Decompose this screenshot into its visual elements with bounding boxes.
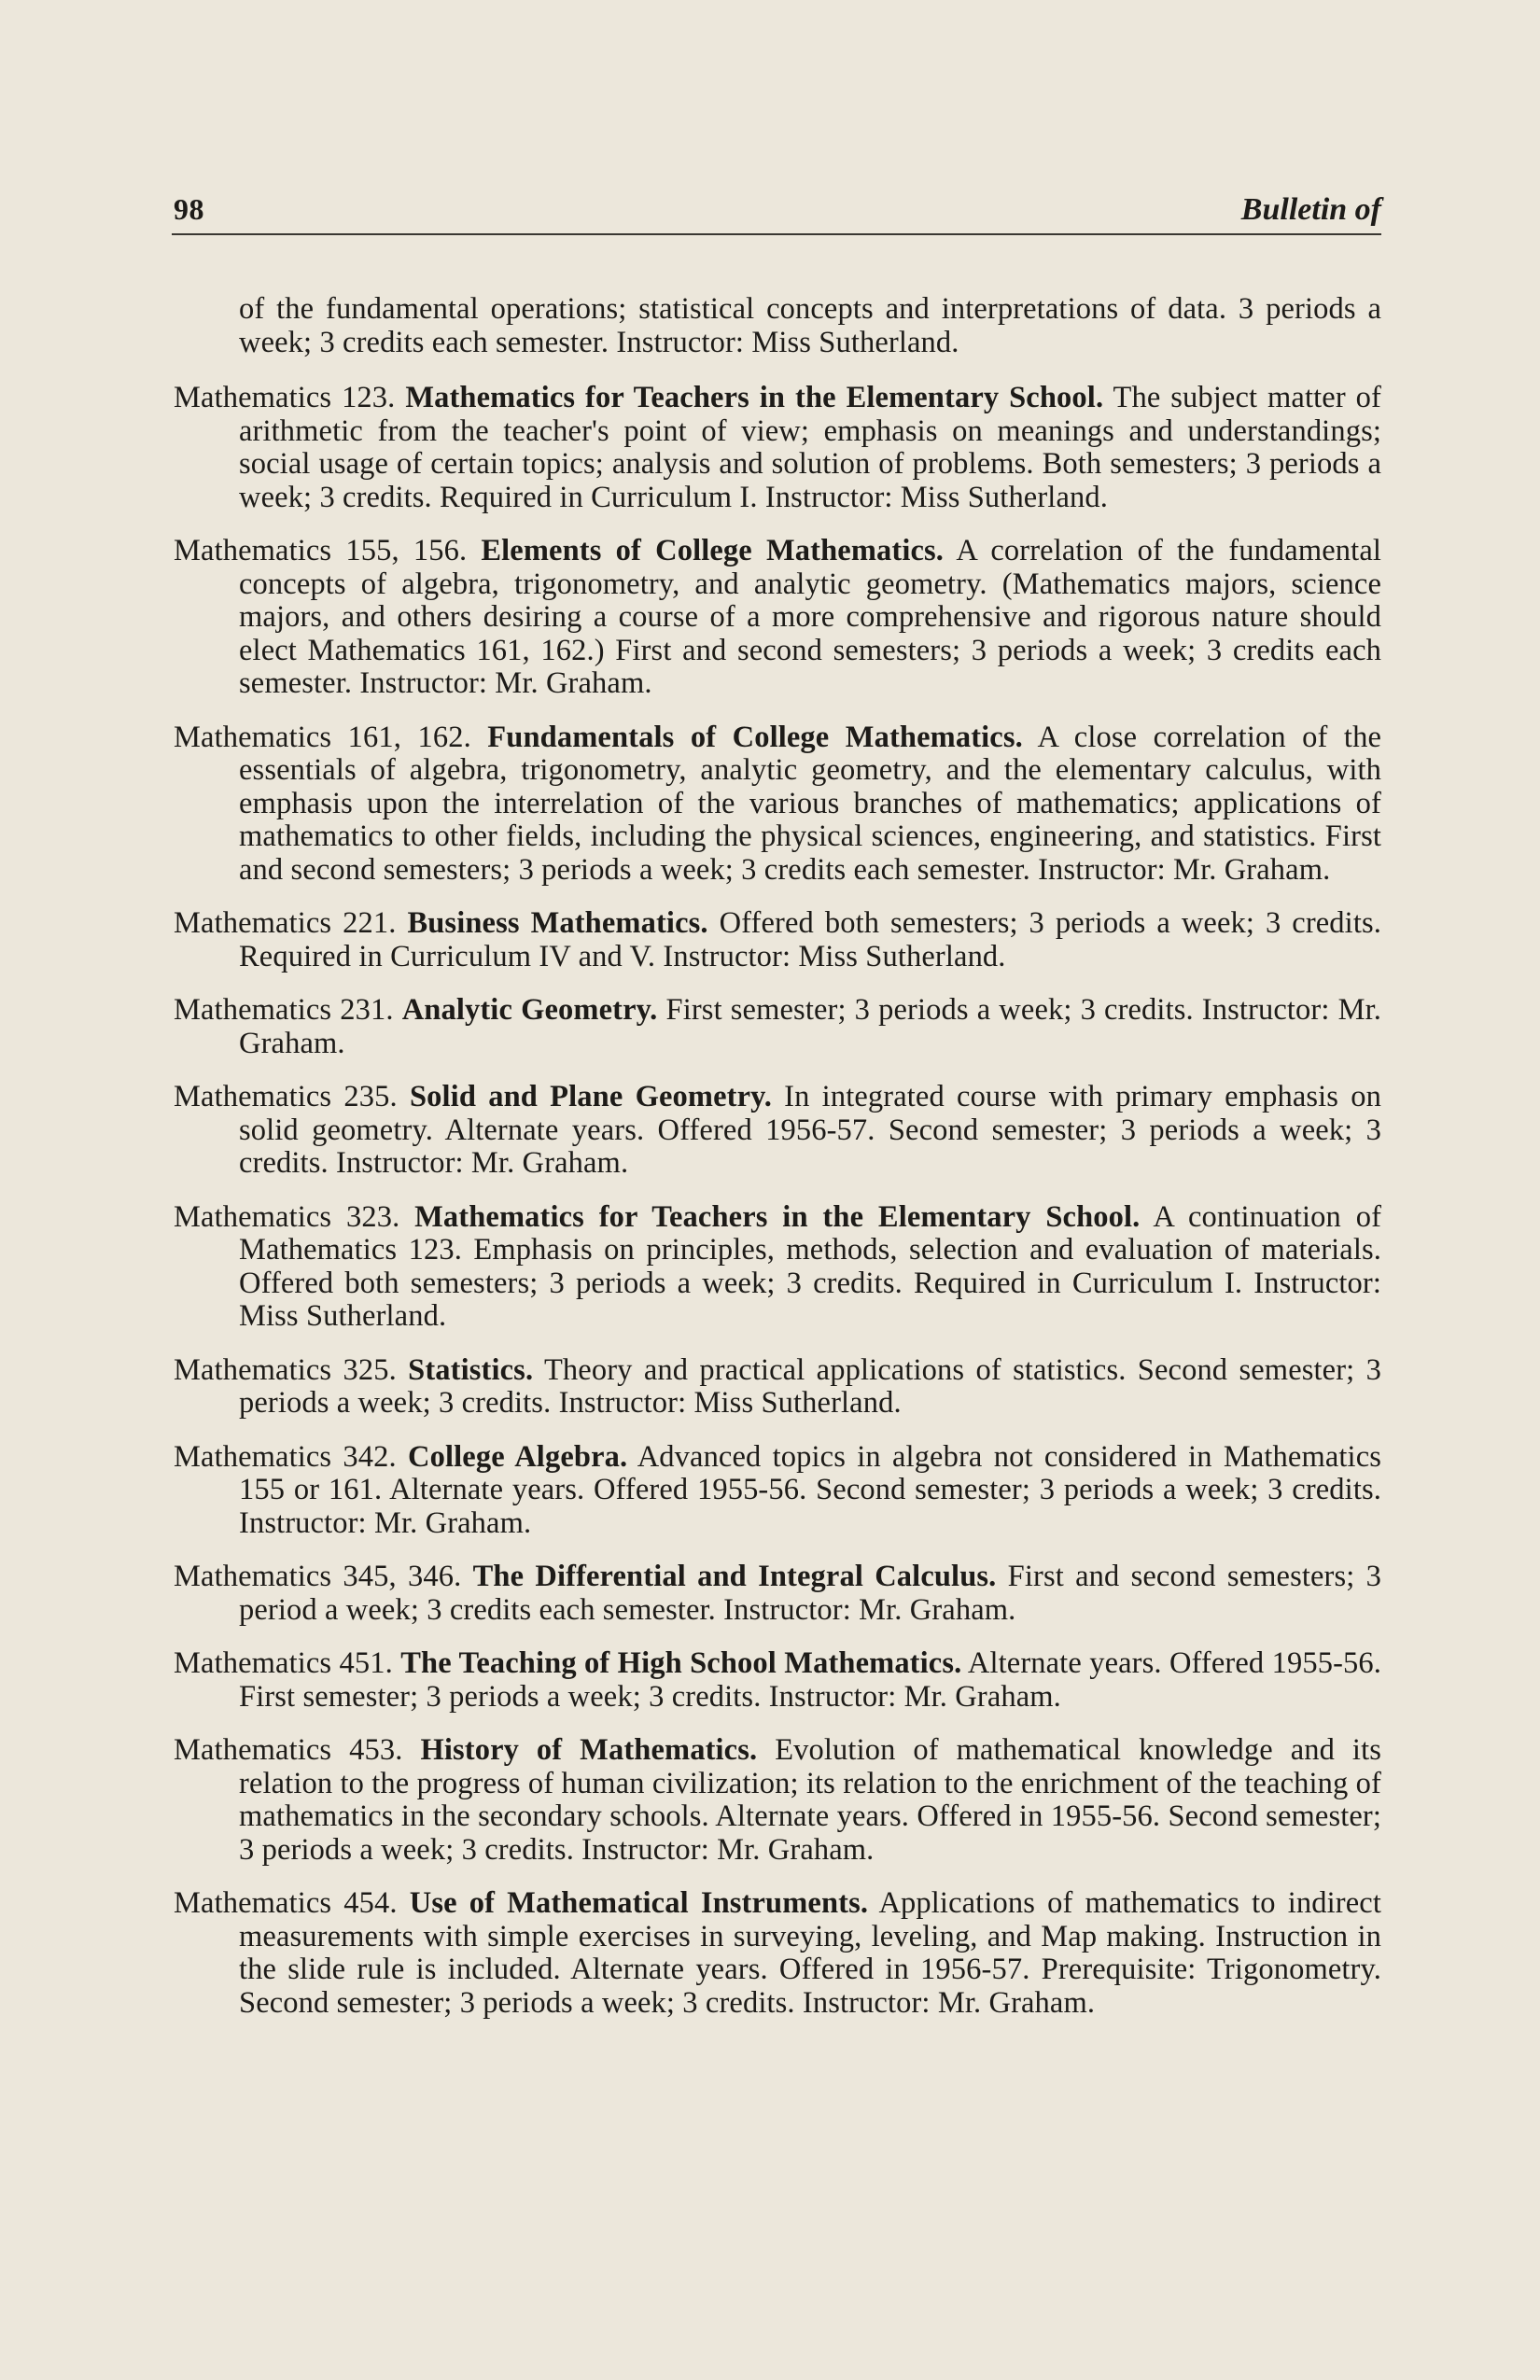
- course-list: [174, 293, 1381, 2040]
- course-description: A correlation of the fundamental concepts of algebra, trigonometry, and analytic geometry. (Mathematics majors, science majors, and others desiring a course of a more comprehensive and rigorous nature should elect Mathematics 161, 162.) First and second semesters; 3 periods a week; 3 credits each semester. Instructor: Mr. Graham.: [239, 534, 1382, 700]
- header-rule: [172, 233, 1381, 235]
- course-description: Advanced topics in algebra not considered in Mathematics 155 or 161. Alternate years. Offered 1955-56. Second semester; 3 periods a week; 3 credits. Instructor: Mr. Graham.: [239, 1439, 1382, 1540]
- course-entry-math-161-162: [174, 721, 1381, 888]
- course-title: College Algebra.: [408, 1439, 628, 1474]
- course-description: Theory and practical applications of statistics. Second semester; 3 periods a week; 3 credits. Instructor: Miss Sutherland.: [239, 1352, 1381, 1420]
- course-description: In integrated course with primary emphasis on solid geometry. Alternate years. Offered 1956-57. Second semester; 3 periods a week; 3 credits. Instructor: Mr. Graham.: [239, 1080, 1381, 1180]
- continued-description: of the fundamental operations; statistical concepts and interpretations of data. 3 periods a week; 3 credits each semester. Instructor: Miss Sutherland.: [239, 292, 1381, 359]
- course-entry-math-451: [174, 1647, 1381, 1714]
- course-entry-math-345-346: [174, 1561, 1381, 1627]
- course-number: Mathematics 161, 162.: [174, 720, 471, 754]
- course-title: Use of Mathematical Instruments.: [409, 1886, 869, 1920]
- course-number: Mathematics 345, 346.: [174, 1560, 462, 1593]
- course-number: Mathematics 221.: [174, 906, 397, 940]
- course-title: Business Mathematics.: [407, 906, 708, 940]
- course-number: Mathematics 342.: [174, 1439, 397, 1474]
- course-number: Mathematics 325.: [174, 1352, 397, 1387]
- course-entry-math-323: [174, 1201, 1381, 1334]
- course-description: A continuation of Mathematics 123. Emphasis on principles, methods, selection and evaluation of materials. Offered both semesters; 3 periods a week; 3 credits. Required in Curriculum I. Instructor: Miss Sutherland.: [239, 1199, 1382, 1333]
- course-title: The Teaching of High School Mathematics.: [400, 1646, 962, 1680]
- course-title: Fundamentals of College Mathematics.: [487, 720, 1023, 754]
- course-number: Mathematics 235.: [174, 1080, 398, 1113]
- course-number: Mathematics 323.: [174, 1199, 400, 1234]
- course-number: Mathematics 231.: [174, 993, 394, 1027]
- course-entry-math-231: [174, 994, 1381, 1060]
- course-entry-math-454: [174, 1887, 1381, 2020]
- course-title: Mathematics for Teachers in the Elementary School.: [414, 1199, 1141, 1234]
- course-description: The subject matter of arithmetic from the teacher's point of view; emphasis on meanings and understandings; social usage of certain topics; analysis and solution of problems. Both semesters; 3 periods a week; 3 credits. Required in Curriculum I. Instructor: Miss Sutherland.: [239, 381, 1381, 514]
- course-description: A close correlation of the essentials of algebra, trigonometry, analytic geometry, and the elementary calculus, with emphasis upon the interrelation of the various branches of mathematics; applications of mathematics to other fields, including the physical sciences, engineering, and statistics. First and second semesters; 3 periods a week; 3 credits each semester. Instructor: Mr. Graham.: [239, 720, 1382, 887]
- page-header: [174, 192, 1381, 230]
- course-entry-math-325: [174, 1354, 1381, 1421]
- course-description: Evolution of mathematical knowledge and its relation to the progress of human civilization; its relation to the enrichment of the teaching of mathematics in the secondary schools. Alternate years. Offered in 1955-56. Second semester; 3 periods a week; 3 credits. Instructor: Mr. Graham.: [239, 1733, 1381, 1867]
- course-description: Alternate years. Offered 1955-56. First semester; 3 periods a week; 3 credits. Instructor: Mr. Graham.: [239, 1646, 1381, 1714]
- course-entry-math-155-156: [174, 535, 1381, 701]
- course-title: History of Mathematics.: [420, 1733, 758, 1767]
- course-number: Mathematics 155, 156.: [174, 534, 468, 567]
- course-description: Offered both semesters; 3 periods a week; 3 credits. Required in Curriculum IV and V. Instructor: Miss Sutherland.: [239, 906, 1381, 973]
- course-title: The Differential and Integral Calculus.: [472, 1560, 997, 1593]
- page-number: 98: [174, 192, 204, 226]
- course-entry-math-235: [174, 1081, 1381, 1181]
- course-entry-math-221: [174, 907, 1381, 973]
- course-entry-math-453: [174, 1734, 1381, 1867]
- course-title: Elements of College Mathematics.: [481, 534, 945, 567]
- course-entry-math-342: [174, 1441, 1381, 1541]
- course-entry-math-123: [174, 382, 1381, 514]
- course-number: Mathematics 453.: [174, 1733, 403, 1767]
- course-title: Statistics.: [408, 1352, 534, 1387]
- course-title: Solid and Plane Geometry.: [409, 1080, 772, 1113]
- course-number: Mathematics 451.: [174, 1646, 393, 1680]
- course-number: Mathematics 123.: [174, 381, 396, 414]
- running-head: Bulletin of: [1240, 192, 1381, 227]
- course-description: Applications of mathematics to indirect measurements with simple exercises in surveying, leveling, and Map making. Instruction in the slide rule is included. Alternate years. Offered in 1956-57. Prerequisite: Trigonometry. Second semester; 3 periods a week; 3 credits. Instructor: Mr. Graham.: [239, 1886, 1381, 2020]
- course-title: Analytic Geometry.: [401, 993, 658, 1027]
- course-description: First semester; 3 periods a week; 3 credits. Instructor: Mr. Graham.: [239, 993, 1381, 1060]
- course-description: First and second semesters; 3 period a week; 3 credits each semester. Instructor: Mr. Graham.: [239, 1560, 1381, 1627]
- course-number: Mathematics 454.: [174, 1886, 398, 1920]
- course-title: Mathematics for Teachers in the Elementary School.: [405, 381, 1104, 414]
